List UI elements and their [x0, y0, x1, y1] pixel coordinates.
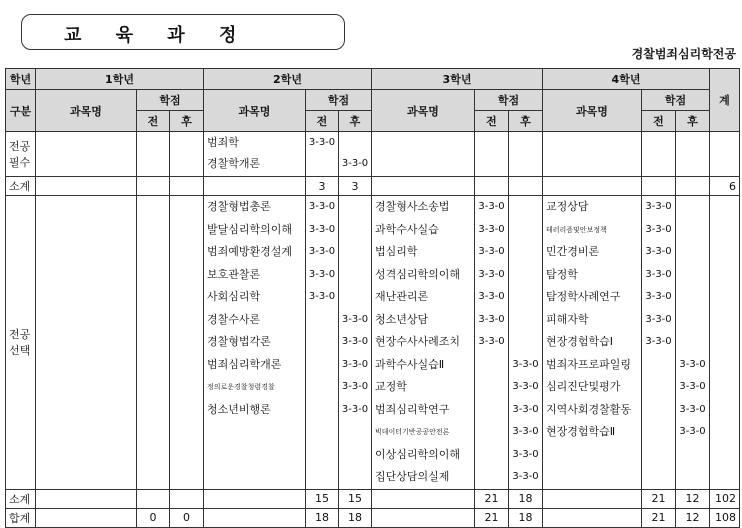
- y4-elective-subjects: [543, 196, 642, 490]
- subject-item: 현장경험학습Ⅰ: [546, 335, 613, 348]
- subtotal-label: 소계: [6, 489, 36, 508]
- year-3-header: 3학년: [372, 69, 543, 90]
- credit-item: 3-3-0: [645, 201, 672, 212]
- subject-item: 범죄심리학개론: [207, 357, 282, 371]
- credit-item: 3-3-0: [679, 426, 706, 437]
- subject-item: 발달심리학의이해: [207, 222, 293, 236]
- y2-req-sem2-subtotal: 3: [339, 177, 372, 196]
- y3-elective-sem1: [475, 196, 509, 490]
- subject-item: 과학수사실습Ⅱ: [375, 357, 445, 371]
- y2-el-sem2-subtotal: 15: [339, 489, 372, 508]
- credit-item: 3-3-0: [341, 336, 369, 347]
- credit-item: [642, 354, 675, 377]
- subject-item: 재난관리론: [375, 290, 429, 303]
- subject-item: 청소년비행론: [207, 402, 271, 416]
- credit-item: 3-3-0: [679, 358, 706, 370]
- grand-total-label: 합계: [6, 508, 36, 527]
- credit-item: 3-3-0: [645, 336, 672, 347]
- credit-item: [642, 421, 675, 444]
- subject-header: 과목명: [372, 90, 475, 132]
- credit-item: [475, 354, 508, 377]
- credit-item: 3-3-0: [679, 381, 706, 392]
- subject-item: 집단상담의실제: [375, 470, 450, 483]
- credit-item: 3-3-0: [679, 403, 706, 415]
- credit-item: 3-3-0: [512, 471, 539, 482]
- credit-item: [306, 354, 338, 377]
- credit-item: 3-3-0: [478, 336, 505, 347]
- subject-item: 보호관찰론: [207, 267, 261, 281]
- y2-required-subjects: [204, 132, 306, 177]
- credit-item: 3-3-0: [645, 313, 672, 325]
- subject-header: 과목명: [204, 90, 306, 132]
- sem2-header: 후: [170, 111, 204, 132]
- credit-item: [642, 399, 675, 422]
- year-2-header: 2학년: [204, 69, 372, 90]
- sem2-header: 후: [509, 111, 543, 132]
- credit-item: [509, 196, 542, 219]
- y2-sem2-total: 18: [339, 508, 372, 527]
- y3-elective-subjects: [372, 196, 475, 490]
- subject-header: 과목명: [543, 90, 642, 132]
- y4-sem2-total: 12: [676, 508, 710, 527]
- y4-elective-sem1: [642, 196, 676, 490]
- credit-item: 3-3-0: [512, 403, 539, 415]
- y4-el-sem2-subtotal: 12: [676, 489, 710, 508]
- credit-item: 3-3-0: [478, 313, 505, 325]
- credit-header: 학점: [642, 90, 710, 111]
- subject-item: 범죄학: [207, 136, 239, 149]
- req-total: 6: [710, 177, 740, 196]
- credit-item: 3-3-0: [341, 313, 369, 325]
- credit-item: [509, 286, 542, 309]
- elective-label: 전공 선택: [6, 196, 36, 490]
- credit-item: [306, 309, 338, 332]
- y1-sem1-total: 0: [137, 508, 170, 527]
- credit-header: 학점: [306, 90, 372, 111]
- subject-item: 청소년상담: [375, 312, 429, 326]
- credit-item: 3-3-0: [645, 246, 672, 257]
- subject-item: 현장수사사례조치: [375, 335, 461, 348]
- credit-item: [475, 444, 508, 467]
- subject-item: 성격심리학의이해: [375, 267, 461, 281]
- header-row-2: [6, 90, 740, 111]
- credit-item: [676, 241, 709, 264]
- credit-item: 3-3-0: [645, 291, 672, 302]
- sem2-header: 후: [676, 111, 710, 132]
- credit-item: [475, 376, 508, 399]
- credit-item: 3-3-0: [478, 291, 505, 302]
- subject-item: 경찰형사소송법: [375, 200, 450, 213]
- y3-el-sem2-subtotal: 18: [509, 489, 543, 508]
- subject-item: 경찰형법각론: [207, 335, 271, 348]
- credit-item: [339, 241, 371, 264]
- subject-item: 사회심리학: [207, 290, 261, 303]
- credit-item: 3-3-0: [341, 358, 369, 370]
- credit-item: [339, 286, 371, 309]
- sem1-header: 전: [642, 111, 676, 132]
- credit-item: 3-3-0: [645, 223, 672, 235]
- subject-header: 과목명: [36, 90, 137, 132]
- credit-item: [339, 219, 371, 242]
- subject-item: 심리진단및평가: [546, 380, 621, 393]
- grand-total-row: [6, 508, 740, 527]
- y3-el-sem1-subtotal: 21: [475, 489, 509, 508]
- credit-item: 3-3-0: [308, 201, 336, 212]
- credit-item: [509, 219, 542, 242]
- el-total: 102: [710, 489, 740, 508]
- subject-item: 탐정학사례연구: [546, 290, 621, 303]
- grand-total: 108: [710, 508, 740, 527]
- credit-item: [306, 153, 338, 174]
- credit-item: [676, 286, 709, 309]
- credit-item: [676, 196, 709, 219]
- credit-item: 3-3-0: [308, 291, 336, 302]
- y2-req-sem1-subtotal: 3: [306, 177, 339, 196]
- subject-item: 경찰수사론: [207, 312, 261, 326]
- credit-item: 3-3-0: [512, 426, 539, 437]
- year-1-header: 1학년: [36, 69, 204, 90]
- y2-elective-sem2: [339, 196, 372, 490]
- credit-item: [339, 132, 371, 153]
- credit-item: [642, 376, 675, 399]
- header-row-1: [6, 69, 740, 90]
- credit-item: 3-3-0: [308, 223, 336, 235]
- subject-item: 교정학: [375, 380, 407, 393]
- credit-item: 3-3-0: [478, 268, 505, 280]
- required-label: 전공 필수: [6, 132, 36, 177]
- title-box: [21, 14, 345, 50]
- credit-item: 3-3-0: [341, 403, 369, 415]
- y4-el-sem1-subtotal: 21: [642, 489, 676, 508]
- y3-sem2-total: 18: [509, 508, 543, 527]
- credit-item: 3-3-0: [341, 158, 369, 169]
- subject-item: 피해자학: [546, 312, 589, 326]
- credit-item: 3-3-0: [478, 246, 505, 257]
- credit-item: 3-3-0: [478, 201, 505, 212]
- y2-elective-subjects: [204, 196, 306, 490]
- y2-required-sem2: [339, 132, 372, 177]
- subject-item: 교정상담: [546, 200, 589, 213]
- credit-item: [509, 264, 542, 287]
- sem1-header: 전: [475, 111, 509, 132]
- subject-item: 이상심리학의이해: [375, 447, 461, 461]
- sem2-header: 후: [339, 111, 372, 132]
- subject-item: 지역사회경찰활동: [546, 402, 632, 416]
- credit-item: 3-3-0: [308, 137, 336, 148]
- subject-item: 과학수사실습: [375, 222, 439, 236]
- y2-sem1-total: 18: [306, 508, 339, 527]
- credit-item: [475, 421, 508, 444]
- y4-sem1-total: 21: [642, 508, 676, 527]
- credit-item: [306, 399, 338, 422]
- credit-item: [509, 309, 542, 332]
- credit-item: [306, 376, 338, 399]
- subject-item: 탐정학: [546, 267, 578, 281]
- subject-item: 범죄심리학연구: [375, 402, 450, 416]
- y3-elective-sem2: [509, 196, 543, 490]
- credit-item: [475, 399, 508, 422]
- credit-item: [676, 264, 709, 287]
- subject-item: 현장경험학습Ⅱ: [546, 425, 616, 438]
- credit-item: 3-3-0: [308, 268, 336, 280]
- credit-item: [509, 331, 542, 354]
- credit-item: 3-3-0: [512, 448, 539, 460]
- grade-header: 학년: [6, 69, 36, 90]
- subject-item: 법심리학: [375, 245, 418, 258]
- subject-item: 테러리즘및안보정책: [546, 225, 607, 234]
- y4-elective-sem2: [676, 196, 710, 490]
- credit-item: 3-3-0: [512, 381, 539, 392]
- subject-item: 경찰형법총론: [207, 200, 271, 213]
- credit-item: 3-3-0: [308, 246, 336, 257]
- required-row: [6, 132, 740, 177]
- subject-item: 정의로운경찰청렴경찰: [207, 383, 275, 391]
- credit-item: 3-3-0: [645, 268, 672, 280]
- credit-item: [676, 331, 709, 354]
- credit-item: [306, 331, 338, 354]
- y1-sem2-total: 0: [170, 508, 204, 527]
- credit-item: [339, 264, 371, 287]
- page-title: 교 육 과 정: [64, 25, 251, 46]
- credit-item: [509, 241, 542, 264]
- year-4-header: 4학년: [543, 69, 710, 90]
- subject-item: 경찰학개론: [207, 157, 261, 170]
- subject-item: 범죄자프로파일링: [546, 357, 632, 371]
- subject-item: 범죄예방환경설계: [207, 245, 293, 258]
- department-name: 경찰범죄심리학전공: [631, 47, 736, 61]
- curriculum-table: [5, 68, 740, 528]
- required-subtotal-row: [6, 177, 740, 196]
- elective-subtotal-row: [6, 489, 740, 508]
- sem1-header: 전: [137, 111, 170, 132]
- y3-sem1-total: 21: [475, 508, 509, 527]
- y2-elective-sem1: [306, 196, 339, 490]
- sem1-header: 전: [306, 111, 339, 132]
- elective-row: [6, 196, 740, 490]
- y2-el-sem1-subtotal: 15: [306, 489, 339, 508]
- credit-item: [339, 196, 371, 219]
- subject-item: 빅데이터기반공공안전론: [375, 428, 450, 436]
- credit-item: [676, 219, 709, 242]
- subtotal-label: 소계: [6, 177, 36, 196]
- subject-item: 민간경비론: [546, 245, 600, 258]
- total-header: 계: [710, 69, 740, 132]
- credit-item: [676, 309, 709, 332]
- credit-item: [475, 466, 508, 489]
- credit-item: 3-3-0: [512, 358, 539, 370]
- credit-item: 3-3-0: [341, 381, 369, 392]
- class-header: 구분: [6, 90, 36, 132]
- credit-header: 학점: [475, 90, 543, 111]
- y2-required-sem1: [306, 132, 339, 177]
- credit-item: 3-3-0: [478, 223, 505, 235]
- credit-header: 학점: [137, 90, 204, 111]
